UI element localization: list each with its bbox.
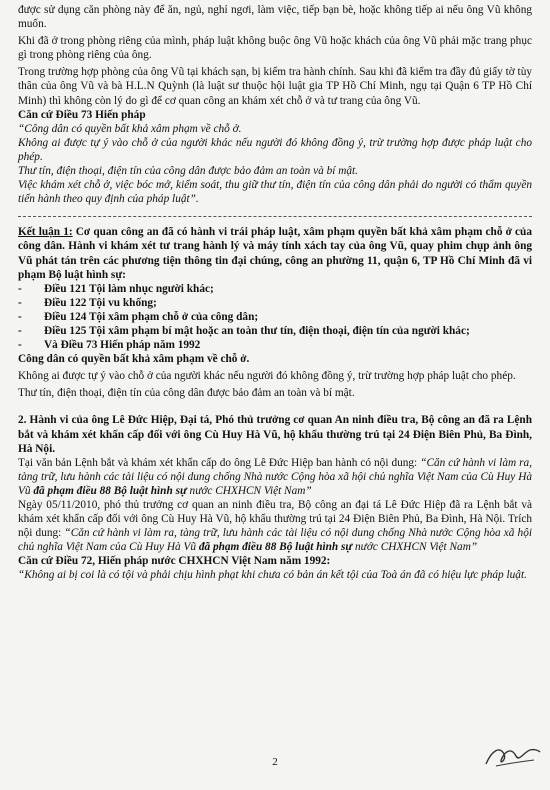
quote-line: Việc khám xét chỗ ở, việc bóc mở, kiểm soát, thu giữ thư tín, điện tín của công dân phải do người có thẩm quyền tiến hành theo quy định của pháp luật”. [18, 179, 532, 206]
text-run-bold-italic: đã phạm điều 88 Bộ luật hình sự [198, 541, 353, 554]
text-run-italic: “Căn cứ hành vi làm ra, tàng trữ, lưu hành các tài liệu có nội dung chống Nhà nước Cộng hòa xã hội chủ nghĩa Việt Nam của Cù Huy Hà Vũ [18, 527, 532, 554]
quote-line: Thư tín, điện thoại, điện tín của công dân được bảo đảm an toàn và bí mật. [18, 165, 358, 178]
article-73-heading: Căn cứ Điều 73 Hiến pháp [18, 108, 146, 121]
conclusion-label: Kết luận 1: [18, 226, 73, 239]
conclusion-text: Cơ quan công an đã có hành vi trái pháp luật, xâm phạm quyền bất khả xâm phạm chỗ ở của công dân. Hành vi khám xét tư trang hành lý và máy tính xách tay của ông Vũ, quay phim chụp ảnh ông Vũ phát tán trên các phương tiện thông tin đại chúng, công an phường 11, quận 6, TP Hồ Chí Minh đã vi phạm Bộ luật hình sự: [18, 226, 532, 281]
article-73-quote [18, 122, 532, 207]
list-item: - Điều 125 Tội xâm phạm bí mật hoặc an toàn thư tín, điện thoại, điện tín của người khác; [18, 324, 532, 338]
text-run-bold-italic: đã phạm điều 88 Bộ luật hình sự [33, 484, 187, 497]
quote-line: “Công dân có quyền bất khả xâm phạm về chỗ ở. [18, 122, 242, 135]
quote-line: Không ai được tự ý vào chỗ ở của người khác nếu người đó không đồng ý, trừ trường hợp được pháp luật cho phép. [18, 136, 532, 163]
article-72-heading: Căn cứ Điều 72, Hiến pháp nước CHXHCN Việt Nam năm 1992: [18, 555, 331, 568]
conclusion-1 [18, 225, 532, 281]
paragraph-room-use: được sử dụng căn phòng này để ăn, ngủ, nghỉ ngơi, làm việc, tiếp bạn bè, hoặc không tiếp ai nếu ông Vũ không muốn. [18, 4, 532, 31]
paragraph-warrant-date [18, 498, 532, 554]
violations-list [18, 282, 532, 352]
text-run-italic: nước CHXHCN Việt Nam” [352, 541, 478, 554]
list-item: - Điều 121 Tội làm nhục người khác; [18, 282, 532, 296]
list-item: - Điều 124 Tội xâm phạm chỗ ở của công dân; [18, 310, 532, 324]
article-72-quote: “Không ai bị coi là có tội và phải chịu hình phạt khi chưa có bản án kết tội của Toà án đã có hiệu lực pháp luật. [18, 569, 527, 582]
text-run-italic: “Căn cứ hành vi làm ra, tàng trữ, lưu hành các tài liệu có nội dung chống Nhà nước Cộng hòa xã hội chủ nghĩa Việt Nam của Cù Huy Hà Vũ [18, 456, 532, 497]
constitution-line: Công dân có quyền bất khả xâm phạm về chỗ ở. [18, 353, 250, 366]
paragraph-attire: Khi đã ở trong phòng riêng của mình, pháp luật không buộc ông Vũ hoặc khách của ông Vũ phải mặc trang phục gì trong phòng riêng của ông. [18, 35, 532, 62]
text-run-italic: nước CHXHCN Việt Nam” [186, 484, 312, 497]
section-divider [18, 216, 532, 217]
paragraph-warrant-content [18, 456, 532, 498]
text-run: Ngày 05/11/2010, phó thủ trưởng cơ quan an ninh điều tra, Bộ công an đại tá Lê Đức Hiệp đã ra Lệnh bắt và khám xét khẩn cấp đối với ông Cù Huy Hà Vũ, hộ khẩu thường trú tại 24 Điện Biên Phủ, Ba Đình, Hà Nội. Trích nội dung: [18, 499, 532, 540]
list-item: - Và Điều 73 Hiến pháp năm 1992 [18, 338, 532, 352]
constitution-line: Không ai được tự ý vào chỗ ở của người khác nếu người đó không đồng ý, trừ trường hợp pháp luật cho phép. [18, 370, 516, 383]
text-run: Tại văn bản Lệnh bắt và khám xét khẩn cấp do ông Lê Đức Hiệp ban hành có nội dung: [18, 456, 421, 469]
list-item: - Điều 122 Tội vu khống; [18, 296, 532, 310]
constitution-line: Thư tín, điện thoại, điện tín của công dân được bảo đảm an toàn và bí mật. [18, 387, 355, 400]
page-number: 2 [272, 756, 278, 768]
paragraph-inspection: Trong trường hợp phòng của ông Vũ tại khách sạn, bị kiểm tra hành chính. Sau khi đã kiểm tra đầy đủ giấy tờ tùy thân của ông Vũ và bà H.L.N Quỳnh (là luật sư thuộc hội luật gia TP Hồ Chí Minh, ngụ tại Quận 6 TP Hồ Chí Minh) thì không còn lý do gì để cơ quan công an khám xét chỗ ở và tư trang của ông Vũ. [18, 66, 532, 107]
section-2-heading: 2. Hành vi của ông Lê Đức Hiệp, Đại tá, Phó thủ trưởng cơ quan An ninh điều tra, Bộ công an đã ra Lệnh bắt và khám xét khẩn cấp đối với ông Cù Huy Hà Vũ, hộ khẩu thường trú tại 24 Điện Biên Phủ, Ba Đình, Hà Nội. [18, 414, 532, 455]
